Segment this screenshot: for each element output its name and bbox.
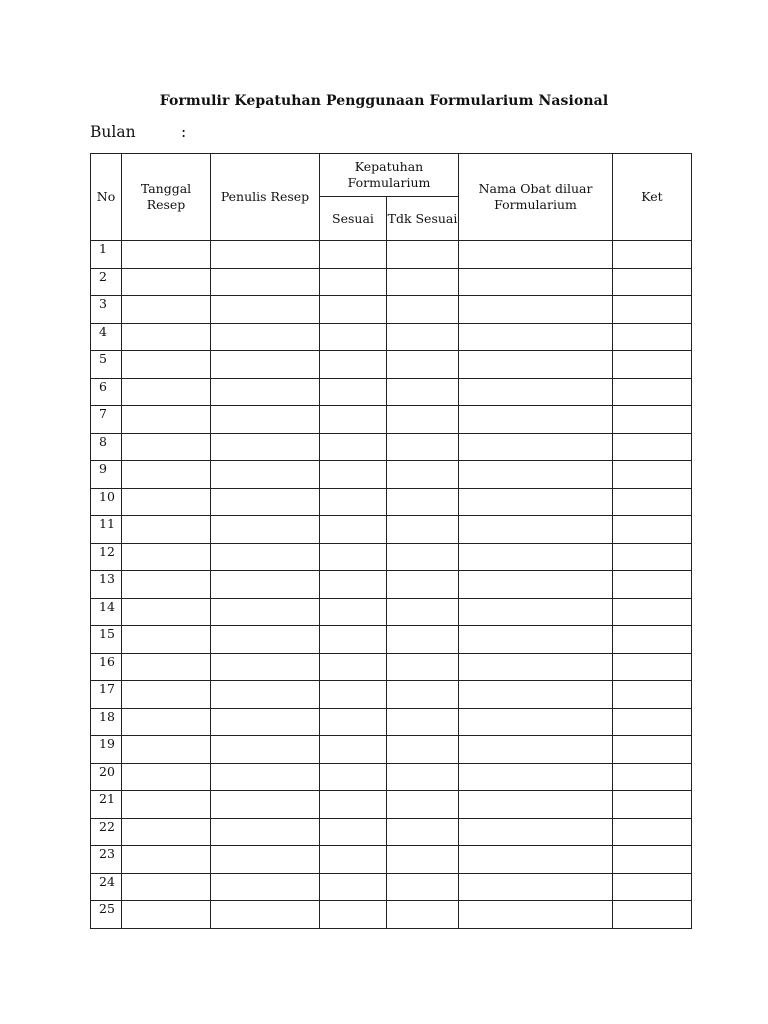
bulan-colon: : xyxy=(181,123,187,141)
table-row xyxy=(91,433,692,461)
cell-tdk-sesuai[interactable] xyxy=(387,488,459,516)
cell-ket[interactable] xyxy=(613,653,692,681)
table-row xyxy=(91,598,692,626)
cell-ket[interactable] xyxy=(613,846,692,874)
cell-nama-obat-diluar[interactable] xyxy=(459,543,613,571)
cell-tanggal-resep[interactable] xyxy=(122,268,211,296)
form-title: Formulir Kepatuhan Penggunaan Formularium Nasional xyxy=(159,93,609,109)
cell-ket[interactable] xyxy=(613,351,692,379)
cell-sesuai[interactable] xyxy=(320,461,387,489)
cell-penulis-resep[interactable] xyxy=(211,241,320,269)
cell-tanggal-resep[interactable] xyxy=(122,241,211,269)
cell-sesuai[interactable] xyxy=(320,598,387,626)
row-number: 4 xyxy=(91,323,122,351)
cell-sesuai[interactable] xyxy=(320,763,387,791)
cell-ket[interactable] xyxy=(613,268,692,296)
cell-penulis-resep[interactable] xyxy=(211,351,320,379)
row-number: 7 xyxy=(91,406,122,434)
row-number: 3 xyxy=(91,296,122,324)
cell-ket[interactable] xyxy=(613,791,692,819)
row-number: 16 xyxy=(91,653,122,681)
table-row xyxy=(91,901,692,929)
row-number: 22 xyxy=(91,818,122,846)
cell-sesuai[interactable] xyxy=(320,708,387,736)
table-row xyxy=(91,323,692,351)
row-number: 23 xyxy=(91,846,122,874)
cell-tanggal-resep[interactable] xyxy=(122,406,211,434)
cell-nama-obat-diluar[interactable] xyxy=(459,846,613,874)
cell-tanggal-resep[interactable] xyxy=(122,571,211,599)
table-row xyxy=(91,571,692,599)
cell-penulis-resep[interactable] xyxy=(211,461,320,489)
cell-tanggal-resep[interactable] xyxy=(122,598,211,626)
cell-ket[interactable] xyxy=(613,488,692,516)
table-row xyxy=(91,296,692,324)
row-number: 21 xyxy=(91,791,122,819)
cell-tdk-sesuai[interactable] xyxy=(387,296,459,324)
cell-penulis-resep[interactable] xyxy=(211,516,320,544)
cell-tdk-sesuai[interactable] xyxy=(387,241,459,269)
cell-ket[interactable] xyxy=(613,323,692,351)
cell-sesuai[interactable] xyxy=(320,406,387,434)
table-row xyxy=(91,708,692,736)
cell-sesuai[interactable] xyxy=(320,818,387,846)
table-row xyxy=(91,406,692,434)
cell-sesuai[interactable] xyxy=(320,268,387,296)
cell-ket[interactable] xyxy=(613,296,692,324)
cell-tdk-sesuai[interactable] xyxy=(387,378,459,406)
row-number: 18 xyxy=(91,708,122,736)
cell-tanggal-resep[interactable] xyxy=(122,626,211,654)
row-number: 9 xyxy=(91,461,122,489)
row-number: 6 xyxy=(91,378,122,406)
cell-sesuai[interactable] xyxy=(320,241,387,269)
cell-tanggal-resep[interactable] xyxy=(122,351,211,379)
row-number: 13 xyxy=(91,571,122,599)
cell-penulis-resep[interactable] xyxy=(211,901,320,929)
cell-nama-obat-diluar[interactable] xyxy=(459,791,613,819)
row-number: 14 xyxy=(91,598,122,626)
cell-tdk-sesuai[interactable] xyxy=(387,763,459,791)
cell-sesuai[interactable] xyxy=(320,681,387,709)
row-number: 15 xyxy=(91,626,122,654)
cell-sesuai[interactable] xyxy=(320,901,387,929)
row-number: 1 xyxy=(91,241,122,269)
cell-ket[interactable] xyxy=(613,543,692,571)
cell-penulis-resep[interactable] xyxy=(211,763,320,791)
cell-tdk-sesuai[interactable] xyxy=(387,846,459,874)
table-row xyxy=(91,736,692,764)
cell-tdk-sesuai[interactable] xyxy=(387,626,459,654)
cell-nama-obat-diluar[interactable] xyxy=(459,598,613,626)
cell-ket[interactable] xyxy=(613,433,692,461)
table-row xyxy=(91,791,692,819)
cell-nama-obat-diluar[interactable] xyxy=(459,488,613,516)
cell-penulis-resep[interactable] xyxy=(211,571,320,599)
table-row xyxy=(91,653,692,681)
cell-tdk-sesuai[interactable] xyxy=(387,791,459,819)
cell-nama-obat-diluar[interactable] xyxy=(459,681,613,709)
table-body xyxy=(91,241,692,929)
cell-ket[interactable] xyxy=(613,406,692,434)
cell-nama-obat-diluar[interactable] xyxy=(459,433,613,461)
cell-penulis-resep[interactable] xyxy=(211,846,320,874)
cell-ket[interactable] xyxy=(613,516,692,544)
row-number: 17 xyxy=(91,681,122,709)
cell-penulis-resep[interactable] xyxy=(211,736,320,764)
cell-tdk-sesuai[interactable] xyxy=(387,268,459,296)
cell-sesuai[interactable] xyxy=(320,433,387,461)
cell-penulis-resep[interactable] xyxy=(211,378,320,406)
header-nama-obat-diluar: Nama Obat diluar Formularium xyxy=(459,154,613,241)
cell-tanggal-resep[interactable] xyxy=(122,818,211,846)
table-row xyxy=(91,873,692,901)
cell-ket[interactable] xyxy=(613,901,692,929)
cell-tdk-sesuai[interactable] xyxy=(387,461,459,489)
cell-tanggal-resep[interactable] xyxy=(122,378,211,406)
cell-ket[interactable] xyxy=(613,626,692,654)
row-number: 11 xyxy=(91,516,122,544)
cell-tanggal-resep[interactable] xyxy=(122,846,211,874)
cell-tanggal-resep[interactable] xyxy=(122,543,211,571)
row-number: 12 xyxy=(91,543,122,571)
cell-tanggal-resep[interactable] xyxy=(122,763,211,791)
cell-nama-obat-diluar[interactable] xyxy=(459,323,613,351)
cell-penulis-resep[interactable] xyxy=(211,681,320,709)
cell-sesuai[interactable] xyxy=(320,791,387,819)
cell-tanggal-resep[interactable] xyxy=(122,323,211,351)
cell-tdk-sesuai[interactable] xyxy=(387,543,459,571)
cell-nama-obat-diluar[interactable] xyxy=(459,351,613,379)
cell-nama-obat-diluar[interactable] xyxy=(459,763,613,791)
cell-nama-obat-diluar[interactable] xyxy=(459,626,613,654)
bulan-label: Bulan xyxy=(90,123,136,141)
cell-ket[interactable] xyxy=(613,818,692,846)
cell-penulis-resep[interactable] xyxy=(211,323,320,351)
cell-penulis-resep[interactable] xyxy=(211,268,320,296)
cell-tdk-sesuai[interactable] xyxy=(387,681,459,709)
cell-tanggal-resep[interactable] xyxy=(122,901,211,929)
cell-penulis-resep[interactable] xyxy=(211,488,320,516)
cell-penulis-resep[interactable] xyxy=(211,791,320,819)
cell-tanggal-resep[interactable] xyxy=(122,488,211,516)
cell-tdk-sesuai[interactable] xyxy=(387,901,459,929)
cell-nama-obat-diluar[interactable] xyxy=(459,901,613,929)
header-tdk-sesuai: Tdk Sesuai xyxy=(387,197,459,241)
table-row xyxy=(91,543,692,571)
cell-sesuai[interactable] xyxy=(320,323,387,351)
cell-tdk-sesuai[interactable] xyxy=(387,736,459,764)
cell-tanggal-resep[interactable] xyxy=(122,681,211,709)
header-penulis-resep: Penulis Resep xyxy=(211,154,320,241)
table-row xyxy=(91,626,692,654)
cell-nama-obat-diluar[interactable] xyxy=(459,818,613,846)
cell-ket[interactable] xyxy=(613,241,692,269)
cell-penulis-resep[interactable] xyxy=(211,626,320,654)
cell-sesuai[interactable] xyxy=(320,378,387,406)
header-ket: Ket xyxy=(613,154,692,241)
cell-tanggal-resep[interactable] xyxy=(122,433,211,461)
cell-sesuai[interactable] xyxy=(320,873,387,901)
cell-sesuai[interactable] xyxy=(320,736,387,764)
table-row xyxy=(91,268,692,296)
cell-nama-obat-diluar[interactable] xyxy=(459,296,613,324)
cell-tdk-sesuai[interactable] xyxy=(387,433,459,461)
cell-tanggal-resep[interactable] xyxy=(122,708,211,736)
cell-tanggal-resep[interactable] xyxy=(122,736,211,764)
table-row xyxy=(91,681,692,709)
row-number: 5 xyxy=(91,351,122,379)
cell-nama-obat-diluar[interactable] xyxy=(459,378,613,406)
header-tanggal-resep: Tanggal Resep xyxy=(122,154,211,241)
cell-tanggal-resep[interactable] xyxy=(122,791,211,819)
cell-sesuai[interactable] xyxy=(320,653,387,681)
cell-penulis-resep[interactable] xyxy=(211,433,320,461)
table-row xyxy=(91,846,692,874)
cell-tanggal-resep[interactable] xyxy=(122,461,211,489)
cell-tanggal-resep[interactable] xyxy=(122,296,211,324)
cell-tdk-sesuai[interactable] xyxy=(387,873,459,901)
cell-tdk-sesuai[interactable] xyxy=(387,818,459,846)
cell-sesuai[interactable] xyxy=(320,516,387,544)
table-row xyxy=(91,818,692,846)
compliance-table xyxy=(90,153,692,929)
cell-ket[interactable] xyxy=(613,378,692,406)
header-no: No xyxy=(91,154,122,241)
cell-ket[interactable] xyxy=(613,681,692,709)
cell-ket[interactable] xyxy=(613,736,692,764)
table-header xyxy=(91,154,692,241)
cell-nama-obat-diluar[interactable] xyxy=(459,571,613,599)
header-kepatuhan-formularium: Kepatuhan Formularium xyxy=(320,154,459,197)
cell-sesuai[interactable] xyxy=(320,351,387,379)
cell-sesuai[interactable] xyxy=(320,296,387,324)
cell-ket[interactable] xyxy=(613,763,692,791)
cell-penulis-resep[interactable] xyxy=(211,708,320,736)
cell-tdk-sesuai[interactable] xyxy=(387,598,459,626)
cell-tdk-sesuai[interactable] xyxy=(387,653,459,681)
cell-penulis-resep[interactable] xyxy=(211,873,320,901)
cell-nama-obat-diluar[interactable] xyxy=(459,653,613,681)
cell-nama-obat-diluar[interactable] xyxy=(459,708,613,736)
cell-sesuai[interactable] xyxy=(320,846,387,874)
cell-sesuai[interactable] xyxy=(320,543,387,571)
cell-tdk-sesuai[interactable] xyxy=(387,351,459,379)
cell-ket[interactable] xyxy=(613,708,692,736)
table-row xyxy=(91,461,692,489)
row-number: 2 xyxy=(91,268,122,296)
cell-nama-obat-diluar[interactable] xyxy=(459,461,613,489)
cell-tdk-sesuai[interactable] xyxy=(387,323,459,351)
cell-tdk-sesuai[interactable] xyxy=(387,571,459,599)
cell-nama-obat-diluar[interactable] xyxy=(459,241,613,269)
row-number: 25 xyxy=(91,901,122,929)
cell-penulis-resep[interactable] xyxy=(211,543,320,571)
row-number: 20 xyxy=(91,763,122,791)
row-number: 10 xyxy=(91,488,122,516)
table-row xyxy=(91,241,692,269)
table-row xyxy=(91,351,692,379)
row-number: 24 xyxy=(91,873,122,901)
cell-nama-obat-diluar[interactable] xyxy=(459,736,613,764)
cell-sesuai[interactable] xyxy=(320,571,387,599)
cell-nama-obat-diluar[interactable] xyxy=(459,268,613,296)
cell-tdk-sesuai[interactable] xyxy=(387,406,459,434)
row-number: 19 xyxy=(91,736,122,764)
cell-nama-obat-diluar[interactable] xyxy=(459,873,613,901)
cell-tdk-sesuai[interactable] xyxy=(387,516,459,544)
cell-ket[interactable] xyxy=(613,873,692,901)
table-row xyxy=(91,516,692,544)
header-sesuai: Sesuai xyxy=(320,197,387,241)
cell-ket[interactable] xyxy=(613,461,692,489)
table-row xyxy=(91,488,692,516)
cell-tanggal-resep[interactable] xyxy=(122,873,211,901)
cell-penulis-resep[interactable] xyxy=(211,653,320,681)
cell-nama-obat-diluar[interactable] xyxy=(459,516,613,544)
cell-tanggal-resep[interactable] xyxy=(122,653,211,681)
row-number: 8 xyxy=(91,433,122,461)
cell-tanggal-resep[interactable] xyxy=(122,516,211,544)
cell-penulis-resep[interactable] xyxy=(211,406,320,434)
table-row xyxy=(91,763,692,791)
table-row xyxy=(91,378,692,406)
cell-penulis-resep[interactable] xyxy=(211,296,320,324)
cell-nama-obat-diluar[interactable] xyxy=(459,406,613,434)
bulan-field xyxy=(90,123,187,141)
cell-sesuai[interactable] xyxy=(320,488,387,516)
cell-ket[interactable] xyxy=(613,571,692,599)
cell-penulis-resep[interactable] xyxy=(211,598,320,626)
cell-sesuai[interactable] xyxy=(320,626,387,654)
cell-tdk-sesuai[interactable] xyxy=(387,708,459,736)
cell-penulis-resep[interactable] xyxy=(211,818,320,846)
cell-ket[interactable] xyxy=(613,598,692,626)
